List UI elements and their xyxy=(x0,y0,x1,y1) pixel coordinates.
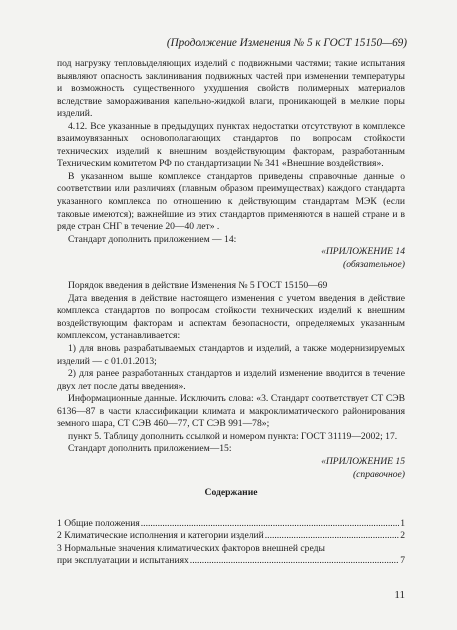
annex-14-heading: Порядок введения в действие Изменения № 5 ГОСТ 15150—69 xyxy=(68,280,328,292)
page-number: 11 xyxy=(394,589,405,601)
paragraph-item-5: пункт 5. Таблицу дополнить ссылкой и номером пункта: ГОСТ 31119—2002; 17. xyxy=(68,430,398,442)
paragraph-4-12: 4.12. Все указанные в предыдущих пунктах недостатки отсутствуют в комплексе взаимоувязанных основополагающих стандартов по вопросам стойкости технических изделий к внешним воздействующим факторам, разработанным Техническим комитетом РФ по стандартизации № 341 «Внешние воздействия». xyxy=(57,120,405,170)
paragraph-add-annex-15: Стандарт дополнить приложением—15: xyxy=(68,443,232,455)
paragraph-info-data: Информационные данные. Исключить слова: «3. Стандарт соответствует СТ СЭВ 6136—87 в части классификации климата и макроклиматического районирования земного шара, СТ СЭВ 460—77, СТ СЭВ 991—78»; xyxy=(57,393,405,430)
annex-14-title: «ПРИЛОЖЕНИЕ 14 xyxy=(321,246,405,258)
contents-heading: Содержание xyxy=(204,487,258,499)
paragraph-introduction-date: Дата введения в действие настоящего изменения с учетом введения в действие комплекса стандартов по вопросам стойкости технических изделий к внешним воздействующим факторам и аспектам безопасности, определяемых указанным комплексом, устанавливается: xyxy=(57,292,405,342)
document-body xyxy=(57,58,405,568)
toc-entry-label: 2 Климатические исполнения и категории изделий xyxy=(57,530,264,542)
toc-entry xyxy=(57,518,405,531)
toc-entry-page: 7 xyxy=(400,555,405,567)
toc-entry xyxy=(57,530,405,543)
toc-entry-label: при эксплуатации и испытаниях xyxy=(57,555,189,567)
toc-leader xyxy=(190,555,399,568)
toc-entry-page: 1 xyxy=(400,517,405,529)
annex-15-title: «ПРИЛОЖЕНИЕ 15 xyxy=(321,455,405,467)
toc-entry xyxy=(57,543,405,556)
toc-entry xyxy=(57,555,405,568)
toc-leader xyxy=(141,518,399,531)
toc-entry-label: 3 Нормальные значения климатических факторов внешней среды xyxy=(57,542,325,554)
annex-14-status: (обязательное) xyxy=(343,258,405,270)
toc-leader xyxy=(265,530,399,543)
paragraph-add-annex-14: Стандарт дополнить приложением — 14: xyxy=(68,233,237,245)
toc-entry-label: 1 Общие положения xyxy=(57,517,140,529)
annex-15-status: (справочное) xyxy=(352,468,405,480)
list-item-1: 1) для вновь разрабатываемых стандартов и изделий, а также модернизируемых изделий — с 01.01.2013; xyxy=(57,343,405,367)
toc-entry-page: 2 xyxy=(400,530,405,542)
paragraph-complex-reference: В указанном выше комплексе стандартов приведены справочные данные о соответствии или различиях (главным образом преимуществах) каждого стандарта указанного комплекса по отношению к действующим стандартам МЭК (если таковые имеются); важнейшие из этих стандартов применяются в нашей стране и в ряде стран СНГ в течение 20—40 лет» . xyxy=(57,170,405,233)
list-item-2: 2) для ранее разработанных стандартов и изделий изменение вводится в течение двух лет после даты введения». xyxy=(57,368,405,392)
running-header: (Продолжение Изменения № 5 к ГОСТ 15150—69) xyxy=(166,37,407,49)
paragraph-continuation: под нагрузку тепловыделяющих изделий с подвижными частями; такие испытания выявляют опасность заклинивания подвижных частей при изменении температуры и возможность существенного ухудшения свойств полимерных материалов вследствие замораживания капельно-жидкой влаги, проникающей в мелкие поры изделий. xyxy=(57,58,405,120)
